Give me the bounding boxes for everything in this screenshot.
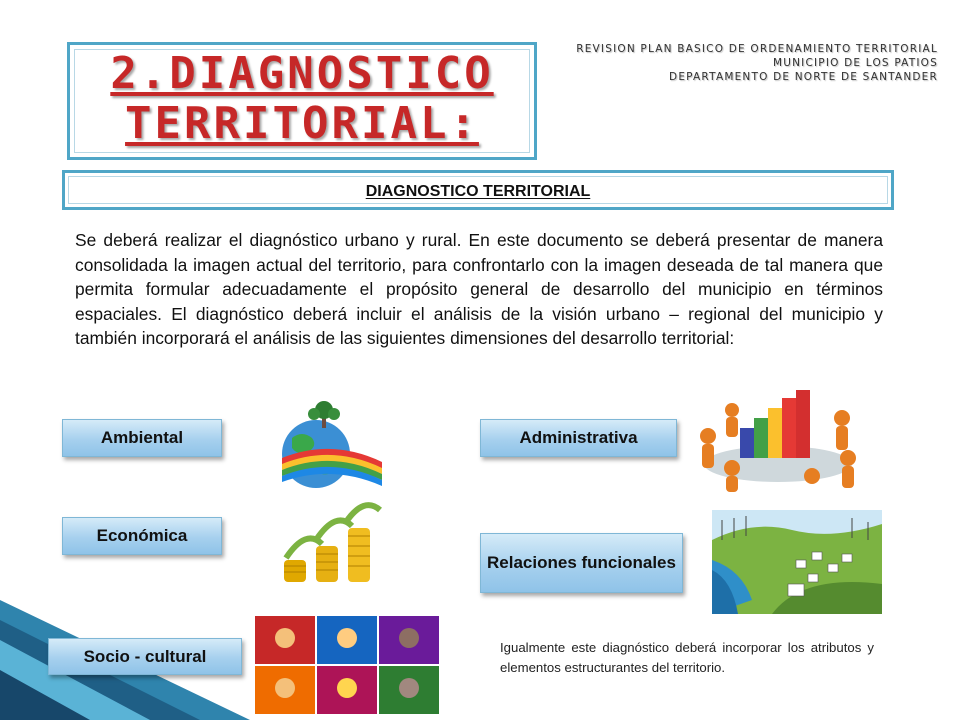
header-info bbox=[558, 42, 938, 84]
coin-stacks-growth-image bbox=[276, 500, 388, 588]
section-bar bbox=[62, 170, 894, 210]
landscape-town-image bbox=[712, 510, 882, 614]
relaciones-funcionales-button[interactable]: Relaciones funcionales bbox=[480, 533, 683, 593]
earth-tree-rainbow-image bbox=[258, 398, 386, 494]
socio-cultural-button[interactable]: Socio - cultural bbox=[48, 638, 242, 675]
economica-button[interactable]: Económica bbox=[62, 517, 222, 555]
header-line-plan: REVISION PLAN BASICO DE ORDENAMIENTO TERRITORIAL bbox=[576, 43, 938, 55]
section-title: DIAGNOSTICO TERRITORIAL bbox=[365, 183, 591, 200]
header-line-departamento: DEPARTAMENTO DE NORTE DE SANTANDER bbox=[669, 71, 938, 83]
ambiental-button[interactable]: Ambiental bbox=[62, 419, 222, 457]
note-paragraph: Igualmente este diagnóstico deberá incorporar los atributos y elementos estructurantes del territorio. bbox=[500, 640, 874, 675]
page-title: 2.DIAGNOSTICO TERRITORIAL: bbox=[110, 48, 494, 149]
administrativa-button[interactable]: Administrativa bbox=[480, 419, 677, 457]
body-paragraph: Se deberá realizar el diagnóstico urbano y rural. En este documento se deberá presentar de manera consolidada la imagen actual del territorio, para confrontarlo con la imagen deseada de tal manera que permita formular adecuadamente el propósito general de desarrollo del municipio en términos espaciales. El diagnóstico deberá incluir el análisis de la visión urbano – regional del municipio y también incorporará el análisis de las siguientes dimensiones del desarrollo territorial: bbox=[75, 230, 883, 348]
title-box bbox=[67, 42, 537, 160]
cultural-photo-collage-image bbox=[255, 616, 439, 714]
header-line-municipio: MUNICIPIO DE LOS PATIOS bbox=[772, 57, 938, 69]
meeting-bar-chart-image bbox=[692, 388, 864, 492]
